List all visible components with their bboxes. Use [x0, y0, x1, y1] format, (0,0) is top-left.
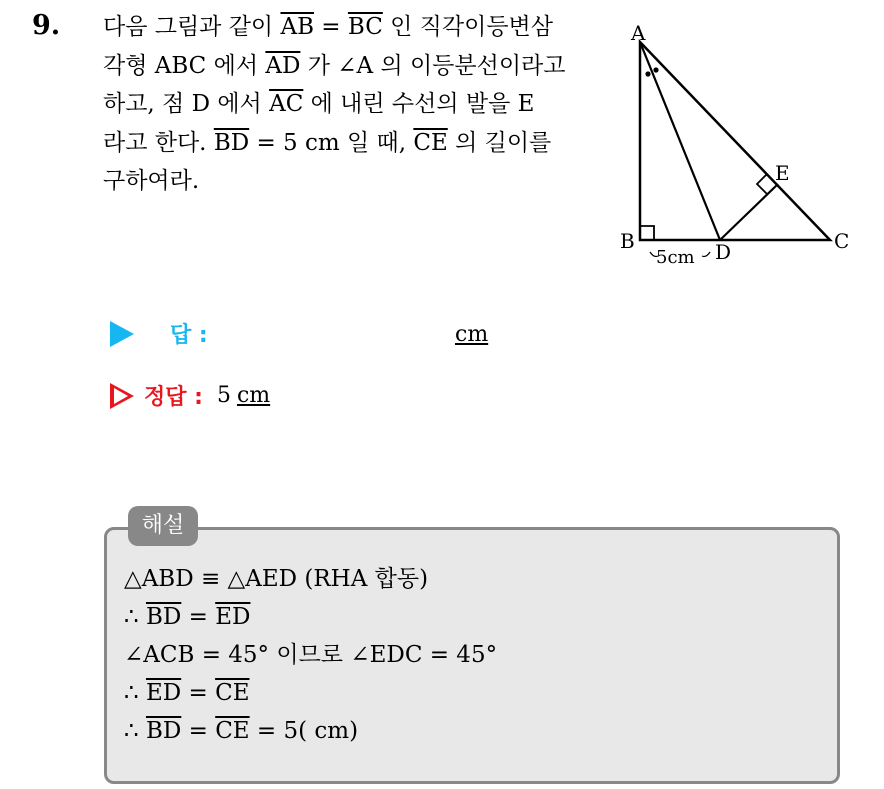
answer-unit-blank[interactable]: cm — [455, 322, 489, 347]
question-line-5: 구하여라. — [103, 168, 200, 194]
segment-bd-length: 5cm — [656, 247, 695, 268]
segment-ce: $\overline{CE}$ — [413, 129, 448, 156]
solution-text — [124, 560, 497, 750]
text: 가 ∠A 의 이등분선이라고 — [300, 52, 566, 79]
angle-dot-1 — [645, 71, 650, 76]
text: ∴ — [124, 604, 146, 630]
text: 라고 한다. — [103, 129, 214, 156]
segment-ac: $\overline{AC}$ — [269, 91, 304, 117]
answer-label: 답 : — [170, 323, 208, 348]
segment: $\overline{ED}$ — [215, 604, 251, 630]
vertex-label-d: D — [715, 240, 732, 264]
segment: $\overline{ED}$ — [145, 680, 182, 706]
segment: $\overline{CE}$ — [215, 718, 250, 744]
text: = 5 cm 일 때, — [249, 129, 414, 156]
answer-row — [110, 318, 208, 349]
question-number: 9. — [32, 10, 61, 41]
text: 각형 ABC 에서 — [103, 52, 266, 79]
triangle-abc — [640, 42, 830, 240]
question-line-3 — [103, 85, 603, 124]
triangle-figure — [615, 18, 855, 273]
text: 다음 그림과 같이 — [103, 14, 281, 40]
correct-answer-label: 정답 : — [144, 385, 203, 410]
text: 에 내린 수선의 발을 E — [303, 91, 535, 117]
angle-dot-2 — [653, 67, 658, 72]
question-line-2 — [103, 47, 603, 86]
question-line-4 — [103, 124, 603, 163]
play-arrow-icon — [110, 321, 134, 347]
segment-bd: $\overline{BD}$ — [213, 129, 250, 156]
text: = — [313, 14, 348, 40]
segment: $\overline{BD}$ — [145, 718, 182, 744]
solution-badge: 해설 — [128, 506, 198, 546]
segment: $\overline{BD}$ — [145, 604, 182, 630]
perpendicular-de — [720, 184, 778, 240]
correct-answer-unit: cm — [236, 383, 271, 408]
text: ∴ — [124, 718, 146, 744]
dimension-mark-right — [702, 252, 710, 257]
text: 인 직각이등변삼 — [382, 14, 553, 40]
segment-bc: $\overline{BC}$ — [347, 14, 383, 40]
question-line-1 — [103, 8, 603, 47]
solution-line-5 — [124, 712, 497, 750]
question-text — [103, 8, 603, 201]
right-angle-mark-b — [640, 226, 654, 240]
text: 의 길이를 — [447, 129, 552, 156]
text: 하고, 점 D 에서 — [103, 91, 270, 117]
segment: $\overline{CE}$ — [215, 680, 250, 706]
text: = — [181, 604, 216, 630]
solution-line-1: △ABD ≡ △AED (RHA 합동) — [124, 566, 429, 592]
vertex-label-a: A — [631, 21, 646, 45]
text: = — [181, 680, 216, 706]
text: = — [181, 718, 216, 744]
segment-ad: $\overline{AD}$ — [265, 52, 301, 79]
correct-answer-row — [110, 380, 270, 411]
right-angle-mark-e — [757, 174, 767, 194]
bisector-ad — [640, 42, 720, 240]
solution-line-2 — [124, 598, 497, 636]
correct-answer-value: 5 — [216, 383, 231, 408]
vertex-label-b: B — [620, 229, 635, 253]
solution-line-4 — [124, 674, 497, 712]
text: = 5( cm) — [249, 718, 359, 744]
vertex-label-e: E — [775, 161, 790, 185]
outline-arrow-icon — [110, 383, 134, 409]
segment-ab: $\overline{AB}$ — [280, 14, 314, 40]
vertex-label-c: C — [834, 229, 850, 253]
solution-line-3: ∠ACB = 45° 이므로 ∠EDC = 45° — [124, 642, 498, 668]
text: ∴ — [124, 680, 146, 706]
